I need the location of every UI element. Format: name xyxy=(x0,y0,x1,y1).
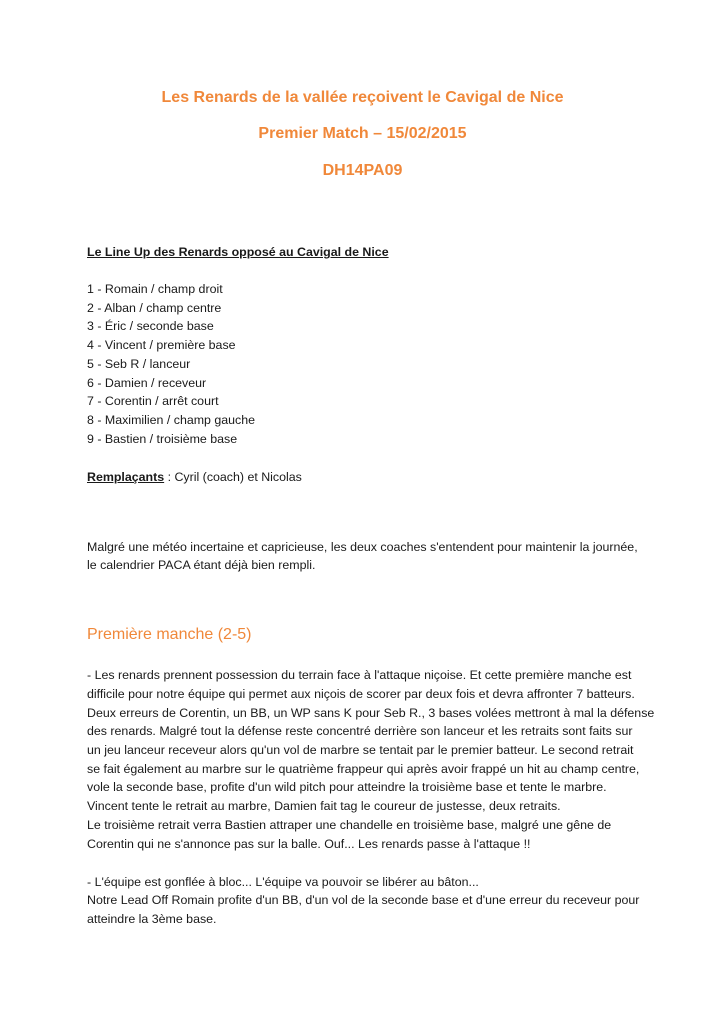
inning-paragraph-line: - L'équipe est gonflée à bloc... L'équipe va pouvoir se libérer au bâton... xyxy=(87,875,479,889)
lineup-item: 1 - Romain / champ droit xyxy=(87,282,223,296)
lineup-item: 4 - Vincent / première base xyxy=(87,338,236,353)
lineup-item: 6 - Damien / receveur xyxy=(87,375,207,390)
inning-paragraph-line: Notre Lead Off Romain profite d'un BB, d'un vol de la seconde base et d'une erreur du receveur pour xyxy=(87,893,640,907)
inning-paragraph-line: des renards. Malgré tout la défense reste concentré derrière son lanceur et les retraits sont faits sur xyxy=(87,724,633,738)
inning-paragraph-line: difficile pour notre équipe qui permet aux niçois de scorer par deux fois et devra affronter 7 batteurs. xyxy=(87,687,635,701)
lineup-item: 2 - Alban / champ centre xyxy=(87,300,222,315)
lineup-item: 9 - Bastien / troisième base xyxy=(87,431,238,446)
inning-paragraph-line: atteindre la 3ème base. xyxy=(87,912,217,926)
substitutes-line xyxy=(87,468,302,487)
lineup-list xyxy=(87,280,255,448)
inning-paragraph-line: se fait également au marbre sur le quatrième frappeur qui après avoir frappé un hit au champ centre, xyxy=(87,762,640,776)
inning-paragraph-line: Vincent tente le retrait au marbre, Damien fait tag le coureur de justesse, deux retraits. xyxy=(87,799,561,813)
lineup-item: 5 - Seb R / lanceur xyxy=(87,356,191,371)
inning-paragraph-line: - Les renards prennent possession du terrain face à l'attaque niçoise. Et cette première manche est xyxy=(87,668,632,682)
substitutes-separator: : xyxy=(164,470,175,484)
intro-line: Malgré une météo incertaine et capricieuse, les deux coaches s'entendent pour maintenir la journée, xyxy=(87,540,638,554)
document-title: Les Renards de la vallée reçoivent le Cavigal de Nice xyxy=(161,89,564,106)
inning-paragraph-line: Deux erreurs de Corentin, un BB, un WP sans K pour Seb R., 3 bases volées mettront à mal la défense xyxy=(87,706,655,720)
inning-paragraph-line: Le troisième retrait verra Bastien attraper une chandelle en troisième base, malgré une gêne de xyxy=(87,818,612,832)
lineup-item: 3 - Éric / seconde base xyxy=(87,319,214,334)
lineup-item: 7 - Corentin / arrêt court xyxy=(87,394,219,409)
lineup-heading: Le Line Up des Renards opposé au Cavigal de Nice xyxy=(87,245,389,259)
inning-heading: Première manche (2-5) xyxy=(87,626,252,643)
inning-paragraph-line: un jeu lanceur receveur alors qu'un vol de marbre se tentait par le premier batteur. Le second retrait xyxy=(87,743,634,757)
match-subtitle: Premier Match – 15/02/2015 xyxy=(258,125,467,142)
inning-paragraph-line: vole la seconde base, profite d'un wild pitch pour atteindre la troisième base et tente le marbre. xyxy=(87,780,607,794)
lineup-item: 8 - Maximilien / champ gauche xyxy=(87,412,256,427)
intro-line: le calendrier PACA étant déjà bien rempli. xyxy=(87,558,316,572)
inning-paragraph-line: Corentin qui ne s'annonce pas sur la balle. Ouf... Les renards passe à l'attaque !! xyxy=(87,837,531,851)
substitutes-label: Remplaçants xyxy=(87,470,165,484)
match-code: DH14PA09 xyxy=(322,162,403,179)
substitutes-value: Cyril (coach) et Nicolas xyxy=(174,470,302,484)
